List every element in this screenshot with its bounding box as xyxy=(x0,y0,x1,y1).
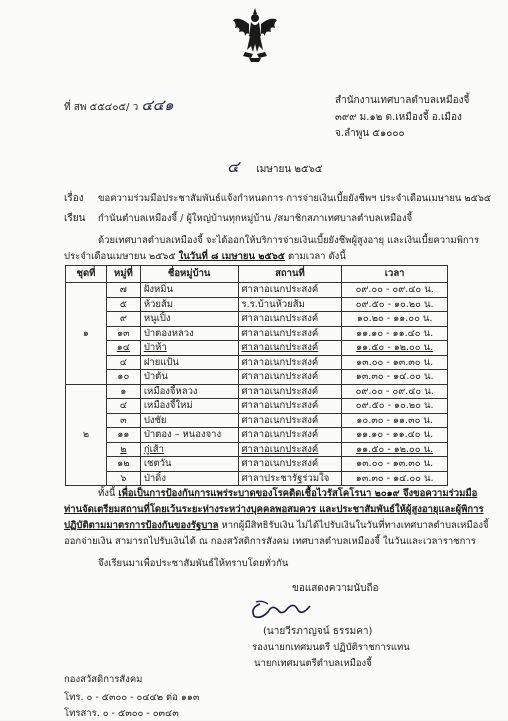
cell-village: ป่าตัน xyxy=(140,370,238,385)
footer-department: กองสวัสดิการสังคม xyxy=(64,674,143,685)
signer-position-line1: รองนายกเทศมนตรี ปฏิบัติราชการแทน xyxy=(252,642,410,653)
cell-time: ๐๙.๐๐ - ๐๙.๔๐ น. xyxy=(342,384,448,399)
cell-place: ร.ร.บ้านห้วยส้ม xyxy=(238,297,342,312)
cell-set xyxy=(66,297,107,312)
recipient-text: กำนันตำบลเหมืองจี้ / ผู้ใหญ่บ้านทุกหมู่บ้าน /สมาชิกสภาเทศบาลตำบลเหมืองจี้ xyxy=(98,213,413,224)
cell-place: ศาลาอเนกประสงค์ xyxy=(238,428,342,443)
cell-set xyxy=(66,341,107,356)
signature-scribble-icon xyxy=(248,598,318,622)
cell-time: ๑๓.๓๐ - ๑๔.๐๐ น. xyxy=(342,370,448,385)
notice-line3-bold: ปฏิบัติตามมาตรการป้องกันของรัฐบาล xyxy=(64,520,219,531)
cell-place: ศาลาอเนกประสงค์ xyxy=(238,326,342,341)
cell-moo: ๑๒ xyxy=(106,457,140,472)
table-row xyxy=(66,428,448,443)
table-row xyxy=(66,312,448,327)
cell-time: ๑๑.๑๐ - ๑๑.๔๐ น. xyxy=(342,326,448,341)
signer-name: (นายวีรภาญจน์ ธรรมคา) xyxy=(263,626,373,637)
table-row xyxy=(66,384,448,399)
cell-moo: ๔ xyxy=(106,355,140,370)
intro-line2 xyxy=(64,249,346,264)
office-name: สำนักงานเทศบาลตำบลเหมืองจี้ xyxy=(335,95,470,106)
cell-place: ศาลาอเนกประสงค์ xyxy=(238,384,342,399)
subject-text: ขอความร่วมมือประชาสัมพันธ์แจ้งกำหนดการ การจ่ายเงินเบี้ยยังชีพฯ ประจำเดือนเมษายน ๒๕๖๕ xyxy=(98,193,492,204)
notice-line1 xyxy=(98,486,477,501)
notice-line3 xyxy=(64,518,489,533)
cell-place: ศาลาอเนกประสงค์ xyxy=(238,341,342,356)
cell-set xyxy=(66,471,107,486)
closing-request: จึงเรียนมาเพื่อประชาสัมพันธ์ให้ทราบโดยทั่วกัน xyxy=(98,558,289,569)
cell-village: หนูเปิ้ง xyxy=(140,312,238,327)
cell-moo: ๙ xyxy=(106,312,140,327)
cell-set xyxy=(66,312,107,327)
intro-date-highlight: ในวันที่ ๘ เมษายน ๒๕๖๕ xyxy=(178,251,285,262)
header-place: สถานที่ xyxy=(238,266,342,283)
cell-time: ๑๑.๕๐ - ๑๒.๐๐ น. xyxy=(342,442,448,457)
intro-line2-end: ตามเวลา ดังนี้ xyxy=(284,251,346,262)
cell-set: ๒ xyxy=(66,428,107,443)
cell-time: ๐๙.๕๐ - ๑๐.๒๐ น. xyxy=(342,297,448,312)
cell-time: ๑๐.๒๐ - ๑๑.๐๐ น. xyxy=(342,312,448,327)
recipient-label: เรียน xyxy=(64,213,86,224)
schedule-table xyxy=(65,265,448,486)
notice-line1-start: ทั้งนี้ xyxy=(98,488,119,499)
cell-village: เชตวัน xyxy=(140,457,238,472)
cell-set xyxy=(66,370,107,385)
table-row xyxy=(66,370,448,385)
reference-handwritten: ๔๔๑ xyxy=(141,96,174,114)
reference-number xyxy=(64,93,174,117)
cell-moo: ๑๓ xyxy=(106,326,140,341)
cell-set xyxy=(66,457,107,472)
date-month-year: เมษายน ๒๕๖๕ xyxy=(256,164,323,175)
footer-phone: โทร. ๐ - ๕๓๐๐ - ๐๔๔๒ ต่อ ๑๑๓ xyxy=(64,692,200,703)
cell-village: ห้วยส้ม xyxy=(140,297,238,312)
letter-date xyxy=(227,155,322,180)
signer-position-line2: นายกเทศมนตรีตำบลเหมืองจี้ xyxy=(254,658,372,669)
cell-moo: ๑๔ xyxy=(106,341,140,356)
cell-moo: ๖ xyxy=(106,471,140,486)
cell-time: ๑๓.๐๐ - ๑๓.๓๐ น. xyxy=(342,457,448,472)
table-body xyxy=(66,283,448,486)
cell-set xyxy=(66,442,107,457)
header-time: เวลา xyxy=(342,266,448,283)
cell-place: ศาลาอเนกประสงค์ xyxy=(238,399,342,414)
header-village: ชื่อหมู่บ้าน xyxy=(140,266,238,283)
cell-moo: ๑๑ xyxy=(106,428,140,443)
table-row xyxy=(66,471,448,486)
intro-line1: ด้วยเทศบาลตำบลเหมืองจี้ จะได้ออกให้บริการจ่ายเงินเบี้ยยังชีพผู้สูงอายุ และเงินเบี้ยความพิการ xyxy=(98,235,480,246)
cell-village: ปงชัย xyxy=(140,413,238,428)
table-row xyxy=(66,442,448,457)
cell-village: ป่าตองหลวง xyxy=(140,326,238,341)
cell-time: ๑๓.๓๐ - ๑๔.๐๐ น. xyxy=(342,471,448,486)
cell-set xyxy=(66,413,107,428)
cell-village: ป่าดิ้ง xyxy=(140,471,238,486)
cell-time: ๑๐.๓๐ - ๑๑.๓๐ น. xyxy=(342,413,448,428)
cell-time: ๑๓.๐๐ - ๑๓.๓๐ น. xyxy=(342,355,448,370)
cell-village: ฝายแป้น xyxy=(140,355,238,370)
header-moo: หมู่ที่ xyxy=(106,266,140,283)
subject-label: เรื่อง xyxy=(64,193,84,204)
cell-set xyxy=(66,384,107,399)
cell-moo: ๓ xyxy=(106,413,140,428)
cell-set xyxy=(66,355,107,370)
cell-place: ศาลาอเนกประสงค์ xyxy=(238,355,342,370)
table-row xyxy=(66,457,448,472)
cell-time: ๐๙.๕๐ - ๑๐.๒๐ น. xyxy=(342,399,448,414)
table-row xyxy=(66,355,448,370)
header-set: ชุดที่ xyxy=(66,266,107,283)
cell-place: ศาลาประชารัฐร่วมใจ xyxy=(238,471,342,486)
cell-moo: ๗ xyxy=(106,283,140,298)
cell-time: ๐๙.๐๐ - ๐๙.๔๐ น. xyxy=(342,283,448,298)
cell-set xyxy=(66,283,107,298)
cell-moo: ๕ xyxy=(106,297,140,312)
table-row xyxy=(66,297,448,312)
cell-moo: ๑๐ xyxy=(106,370,140,385)
table-row xyxy=(66,399,448,414)
notice-line1-bold: เพื่อเป็นการป้องกันการแพร่ระบาดของโรคติดเชื้อไวรัสโคโรนา ๒๐๑๙ จึงขอความร่วมมือ xyxy=(118,488,478,499)
cell-place: ศาลาอเนกประสงค์ xyxy=(238,413,342,428)
cell-moo: ๒ xyxy=(106,442,140,457)
cell-set xyxy=(66,399,107,414)
notice-line4: ออกจ่ายเงิน สามารถไปรับเงินได้ ณ กองสวัสดิการสังคม เทศบาลตำบลเหมืองจี้ ในวันและเวลาราชการ xyxy=(64,536,476,547)
cell-village: ป่าห้า xyxy=(140,341,238,356)
cell-set: ๑ xyxy=(66,326,107,341)
cell-place: ศาลาอเนกประสงค์ xyxy=(238,312,342,327)
table-header-row xyxy=(66,266,448,283)
notice-line3-end: หากผู้มีสิทธิรับเงิน ไม่ได้ไปรับเงินในวันที่ทางเทศบาลตำบลเหมืองจี้ xyxy=(218,520,489,531)
cell-moo: ๑ xyxy=(106,384,140,399)
cell-moo: ๔ xyxy=(106,399,140,414)
notice-line2: ท่านจัดเตรียมสถานที่โดยเว้นระยะห่างระหว่างบุคคลพอสมควร และประชาสัมพันธ์ให้ผู้สูงอายุและผู้พิการ xyxy=(64,504,484,515)
date-day-handwritten: ๔ xyxy=(227,157,240,176)
closing-phrase: ขอแสดงความนับถือ xyxy=(292,583,379,594)
cell-village: ป่าตอง – หนองจาง xyxy=(140,428,238,443)
cell-place: ศาลาอเนกประสงค์ xyxy=(238,283,342,298)
reference-prefix: ที่ สพ ๕๕๔๐๕/ ว xyxy=(64,102,139,113)
garuda-emblem-icon xyxy=(231,6,279,64)
table-row xyxy=(66,341,448,356)
intro-line2-start: ประจำเดือนเมษายน ๒๕๖๕ xyxy=(64,251,179,262)
cell-place: ศาลาอเนกประสงค์ xyxy=(238,457,342,472)
table-row xyxy=(66,413,448,428)
cell-village: เหมืองจี้หลวง xyxy=(140,384,238,399)
cell-village: เหมืองจี้ใหม่ xyxy=(140,399,238,414)
office-address-line2: จ.ลำพูน ๕๑๐๐๐ xyxy=(335,128,405,139)
cell-village: กู่เส้า xyxy=(140,442,238,457)
cell-time: ๑๑.๕๐ - ๑๒.๐๐ น. xyxy=(342,341,448,356)
cell-village: ฝั่งหมิ่น xyxy=(140,283,238,298)
footer-fax: โทรสาร. ๐ - ๕๓๐๐ - ๐๓๔๓ xyxy=(64,708,179,719)
table-row xyxy=(66,283,448,298)
cell-time: ๑๑.๑๐ - ๑๑.๔๐ น. xyxy=(342,428,448,443)
cell-place: ศาลาอเนกประสงค์ xyxy=(238,442,342,457)
table-row xyxy=(66,326,448,341)
cell-place: ศาลาอเนกประสงค์ xyxy=(238,370,342,385)
office-address-line1: ๓๙๙ ม.๑๒ ต.เหมืองจี้ อ.เมือง xyxy=(335,112,462,123)
